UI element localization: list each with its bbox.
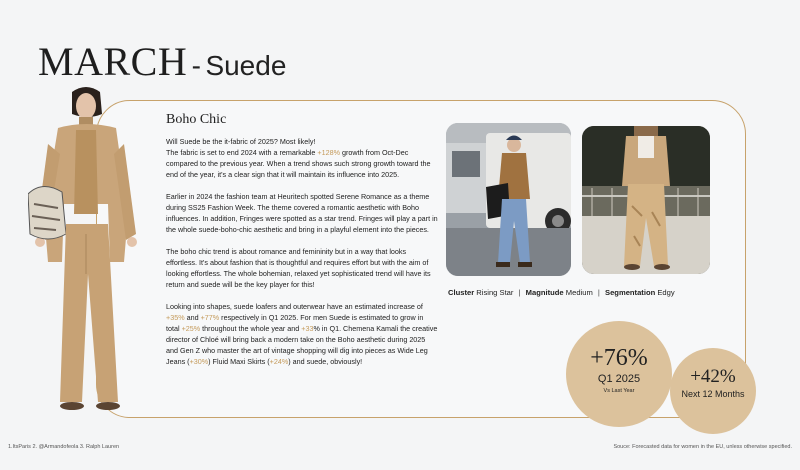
paragraph-text: ) Fluid Maxi Skirts ( [208, 357, 270, 366]
article-paragraph-1 [166, 136, 438, 180]
paragraph-text: % in Q1. Chemena Kamali the creative director of Chloé will bring back a modern take on the Boho aesthetic during 2025 and Gen Z who master the art of vintage shopping will dig into pieces as Wide Leg Jeans ( [166, 324, 438, 366]
stat-q1-sublabel: Vs Last Year [603, 388, 635, 394]
meta-divider-1: | [518, 288, 521, 297]
title-topic: Suede [205, 50, 287, 81]
highlight-figure: +77% [200, 313, 220, 322]
stat-12m-value: +42% [690, 366, 736, 387]
cluster-label: Cluster [448, 288, 475, 297]
highlight-figure: +30% [189, 357, 209, 366]
segmentation-label: Segmentation [605, 288, 656, 297]
stat-next-12-months [670, 348, 756, 434]
highlight-figure: +128% [317, 148, 341, 157]
cluster-value: Rising Star [476, 288, 514, 297]
stat-q1-2025 [566, 321, 672, 427]
paragraph-text: Earlier in 2024 the fashion team at Heuritech spotted Serene Romance as a theme during SS25 Fashion Week. The theme covered a romantic aesthetic with Boho influences. In addition, Fringes were spotted as a star trend. Fringes will play a part in the whole suede-boho-chic aesthetic and bring in a playful element into the pieces. [166, 192, 438, 234]
segmentation-value: Edgy [657, 288, 675, 297]
highlight-figure: +35% [166, 313, 185, 322]
page-title [38, 38, 286, 85]
paragraph-text: and [184, 313, 201, 322]
article-paragraph-2 [166, 191, 438, 235]
data-source-note: Souce: Forecasted data for women in the EU, unless otherwise specified. [613, 444, 792, 450]
highlight-figure: +25% [181, 324, 201, 333]
article-paragraph-3 [166, 246, 438, 290]
paragraph-text: respectively in Q1 2025. For men Suede is estimated to grow in total [166, 313, 424, 333]
magnitude-label: Magnitude [525, 288, 564, 297]
magnitude-value: Medium [565, 288, 593, 297]
paragraph-text: The fabric is set to end 2024 with a remarkable [166, 148, 318, 157]
paragraph-text: growth from Oct-Dec compared to the previous year. When a trend shows such strong growth toward the end of the year, it's a clear sign that it will maintain its influence into 2025. [166, 148, 431, 179]
article-heading: Boho Chic [166, 112, 227, 127]
paragraph-text: The boho chic trend is about romance and femininity but in a way that looks effortless. It's about fashion that is thoughtful and requires effort but with the aim of looking effortless. The whole bohemian, relaxed yet sophisticated trend will have its return and suede will be the key player for this! [166, 247, 431, 289]
model-photo [28, 84, 144, 418]
article [166, 112, 438, 378]
title-month: MARCH [38, 39, 188, 84]
street-style-photo [446, 123, 571, 276]
runway-photo [582, 126, 710, 274]
stat-q1-label: Q1 2025 [597, 373, 641, 385]
paragraph-text: Looking into shapes, suede loafers and outerwear have an estimated increase of [166, 302, 423, 311]
paragraph-text: Will Suede be the it-fabric of 2025? Most likely! [166, 137, 316, 146]
photo-credits: 1.ItsParis 2. @Armandofeola 3. Ralph Lauren [8, 444, 120, 450]
highlight-figure: +33 [301, 324, 314, 333]
meta-divider-2: | [597, 288, 600, 297]
stat-q1-value: +76% [590, 345, 648, 371]
highlight-figure: +24% [269, 357, 289, 366]
title-separator: - [191, 50, 201, 81]
stat-12m-label: Next 12 Months [681, 389, 745, 399]
paragraph-text: throughout the whole year and [200, 324, 302, 333]
article-paragraph-4 [166, 301, 438, 367]
trend-metadata [448, 288, 675, 297]
paragraph-text: ) and suede, obviously! [288, 357, 363, 366]
